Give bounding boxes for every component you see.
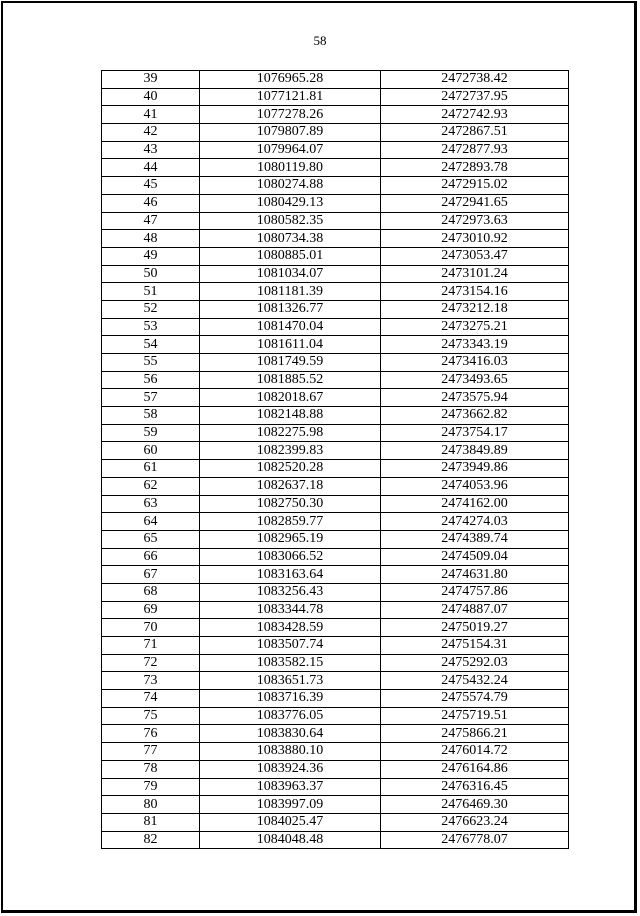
table-row [102,407,569,425]
table-row [102,88,569,106]
coordinates-table [101,70,569,849]
table-row [102,194,569,212]
y-coordinate-cell: 2473154.16 [381,283,569,301]
point-number-cell: 45 [102,177,200,195]
x-coordinate-cell: 1083997.09 [200,796,381,814]
point-number-cell: 79 [102,778,200,796]
table-row [102,389,569,407]
table-row [102,725,569,743]
table-row [102,690,569,708]
y-coordinate-cell: 2473754.17 [381,424,569,442]
table-row [102,71,569,89]
x-coordinate-cell: 1080274.88 [200,177,381,195]
point-number-cell: 67 [102,566,200,584]
point-number-cell: 71 [102,637,200,655]
table-row [102,530,569,548]
point-number-cell: 54 [102,336,200,354]
point-number-cell: 64 [102,513,200,531]
table-row [102,513,569,531]
table-row [102,672,569,690]
y-coordinate-cell: 2473575.94 [381,389,569,407]
point-number-cell: 50 [102,265,200,283]
table-row [102,760,569,778]
point-number-cell: 82 [102,831,200,849]
point-number-cell: 69 [102,601,200,619]
x-coordinate-cell: 1082018.67 [200,389,381,407]
x-coordinate-cell: 1083428.59 [200,619,381,637]
x-coordinate-cell: 1082399.83 [200,442,381,460]
x-coordinate-cell: 1081181.39 [200,283,381,301]
table-row [102,212,569,230]
y-coordinate-cell: 2474162.00 [381,495,569,513]
table-row [102,495,569,513]
x-coordinate-cell: 1083066.52 [200,548,381,566]
point-number-cell: 41 [102,106,200,124]
y-coordinate-cell: 2473662.82 [381,407,569,425]
y-coordinate-cell: 2475154.31 [381,637,569,655]
table-row [102,654,569,672]
y-coordinate-cell: 2472941.65 [381,194,569,212]
y-coordinate-cell: 2476164.86 [381,760,569,778]
point-number-cell: 78 [102,760,200,778]
table-row [102,300,569,318]
table-row [102,442,569,460]
point-number-cell: 43 [102,141,200,159]
point-number-cell: 60 [102,442,200,460]
table-row [102,548,569,566]
x-coordinate-cell: 1080582.35 [200,212,381,230]
y-coordinate-cell: 2474631.80 [381,566,569,584]
x-coordinate-cell: 1077121.81 [200,88,381,106]
table-row [102,124,569,142]
x-coordinate-cell: 1081034.07 [200,265,381,283]
y-coordinate-cell: 2472915.02 [381,177,569,195]
table-row [102,106,569,124]
point-number-cell: 63 [102,495,200,513]
point-number-cell: 56 [102,371,200,389]
table-row [102,371,569,389]
x-coordinate-cell: 1082520.28 [200,460,381,478]
table-row [102,318,569,336]
table-row [102,247,569,265]
point-number-cell: 47 [102,212,200,230]
x-coordinate-cell: 1083880.10 [200,743,381,761]
y-coordinate-cell: 2474757.86 [381,583,569,601]
point-number-cell: 40 [102,88,200,106]
x-coordinate-cell: 1081885.52 [200,371,381,389]
y-coordinate-cell: 2475866.21 [381,725,569,743]
coordinates-table-body [102,71,569,849]
point-number-cell: 48 [102,230,200,248]
point-number-cell: 75 [102,707,200,725]
x-coordinate-cell: 1081749.59 [200,354,381,372]
table-row [102,336,569,354]
table-row [102,159,569,177]
y-coordinate-cell: 2475432.24 [381,672,569,690]
y-coordinate-cell: 2475019.27 [381,619,569,637]
page-number: 58 [313,33,327,48]
x-coordinate-cell: 1082965.19 [200,530,381,548]
table-row [102,778,569,796]
table-row [102,601,569,619]
table-row [102,460,569,478]
table-row [102,707,569,725]
y-coordinate-cell: 2472867.51 [381,124,569,142]
x-coordinate-cell: 1077278.26 [200,106,381,124]
x-coordinate-cell: 1083830.64 [200,725,381,743]
table-row [102,477,569,495]
point-number-cell: 49 [102,247,200,265]
point-number-cell: 61 [102,460,200,478]
table-row [102,743,569,761]
point-number-cell: 73 [102,672,200,690]
point-number-cell: 42 [102,124,200,142]
x-coordinate-cell: 1083256.43 [200,583,381,601]
y-coordinate-cell: 2474274.03 [381,513,569,531]
y-coordinate-cell: 2472973.63 [381,212,569,230]
y-coordinate-cell: 2473343.19 [381,336,569,354]
x-coordinate-cell: 1083716.39 [200,690,381,708]
table-row [102,637,569,655]
x-coordinate-cell: 1081326.77 [200,300,381,318]
y-coordinate-cell: 2473849.89 [381,442,569,460]
y-coordinate-cell: 2473493.65 [381,371,569,389]
x-coordinate-cell: 1083963.37 [200,778,381,796]
y-coordinate-cell: 2473949.86 [381,460,569,478]
y-coordinate-cell: 2472737.95 [381,88,569,106]
y-coordinate-cell: 2473212.18 [381,300,569,318]
x-coordinate-cell: 1080429.13 [200,194,381,212]
table-row [102,796,569,814]
table-row [102,354,569,372]
x-coordinate-cell: 1083651.73 [200,672,381,690]
point-number-cell: 44 [102,159,200,177]
point-number-cell: 52 [102,300,200,318]
x-coordinate-cell: 1079807.89 [200,124,381,142]
y-coordinate-cell: 2473053.47 [381,247,569,265]
table-row [102,424,569,442]
x-coordinate-cell: 1083507.74 [200,637,381,655]
x-coordinate-cell: 1083776.05 [200,707,381,725]
x-coordinate-cell: 1080119.80 [200,159,381,177]
y-coordinate-cell: 2475292.03 [381,654,569,672]
x-coordinate-cell: 1084048.48 [200,831,381,849]
point-number-cell: 62 [102,477,200,495]
y-coordinate-cell: 2473010.92 [381,230,569,248]
y-coordinate-cell: 2473275.21 [381,318,569,336]
point-number-cell: 66 [102,548,200,566]
y-coordinate-cell: 2474509.04 [381,548,569,566]
y-coordinate-cell: 2476316.45 [381,778,569,796]
y-coordinate-cell: 2472893.78 [381,159,569,177]
point-number-cell: 74 [102,690,200,708]
x-coordinate-cell: 1081611.04 [200,336,381,354]
x-coordinate-cell: 1080885.01 [200,247,381,265]
x-coordinate-cell: 1076965.28 [200,71,381,89]
x-coordinate-cell: 1083344.78 [200,601,381,619]
y-coordinate-cell: 2474887.07 [381,601,569,619]
table-row [102,265,569,283]
y-coordinate-cell: 2474389.74 [381,530,569,548]
point-number-cell: 53 [102,318,200,336]
y-coordinate-cell: 2472738.42 [381,71,569,89]
x-coordinate-cell: 1082637.18 [200,477,381,495]
y-coordinate-cell: 2476469.30 [381,796,569,814]
y-coordinate-cell: 2475719.51 [381,707,569,725]
table-row [102,831,569,849]
y-coordinate-cell: 2473416.03 [381,354,569,372]
table-row [102,583,569,601]
x-coordinate-cell: 1080734.38 [200,230,381,248]
x-coordinate-cell: 1082275.98 [200,424,381,442]
x-coordinate-cell: 1081470.04 [200,318,381,336]
y-coordinate-cell: 2472742.93 [381,106,569,124]
table-row [102,177,569,195]
x-coordinate-cell: 1082750.30 [200,495,381,513]
y-coordinate-cell: 2476778.07 [381,831,569,849]
point-number-cell: 77 [102,743,200,761]
point-number-cell: 65 [102,530,200,548]
x-coordinate-cell: 1079964.07 [200,141,381,159]
y-coordinate-cell: 2476623.24 [381,813,569,831]
table-row [102,619,569,637]
point-number-cell: 68 [102,583,200,601]
table-row [102,283,569,301]
y-coordinate-cell: 2474053.96 [381,477,569,495]
point-number-cell: 72 [102,654,200,672]
point-number-cell: 57 [102,389,200,407]
point-number-cell: 80 [102,796,200,814]
point-number-cell: 39 [102,71,200,89]
x-coordinate-cell: 1083163.64 [200,566,381,584]
table-row [102,813,569,831]
table-row [102,566,569,584]
point-number-cell: 81 [102,813,200,831]
x-coordinate-cell: 1083924.36 [200,760,381,778]
x-coordinate-cell: 1082859.77 [200,513,381,531]
x-coordinate-cell: 1082148.88 [200,407,381,425]
y-coordinate-cell: 2473101.24 [381,265,569,283]
y-coordinate-cell: 2472877.93 [381,141,569,159]
point-number-cell: 59 [102,424,200,442]
point-number-cell: 70 [102,619,200,637]
point-number-cell: 46 [102,194,200,212]
table-row [102,141,569,159]
point-number-cell: 51 [102,283,200,301]
x-coordinate-cell: 1083582.15 [200,654,381,672]
y-coordinate-cell: 2476014.72 [381,743,569,761]
point-number-cell: 55 [102,354,200,372]
table-row [102,230,569,248]
point-number-cell: 76 [102,725,200,743]
point-number-cell: 58 [102,407,200,425]
x-coordinate-cell: 1084025.47 [200,813,381,831]
y-coordinate-cell: 2475574.79 [381,690,569,708]
